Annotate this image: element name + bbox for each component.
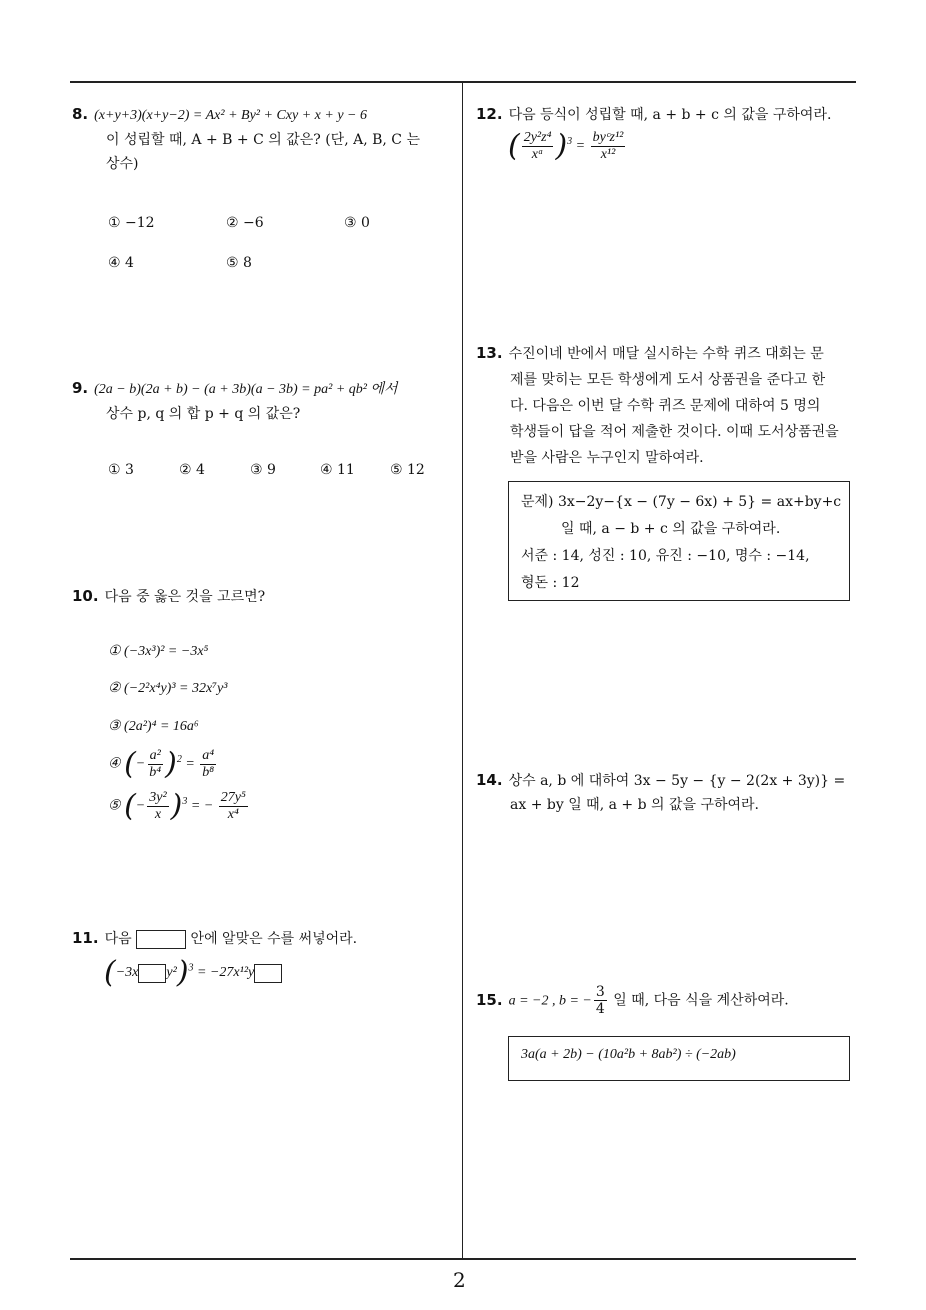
choice-4[interactable]: ④ 11 <box>320 462 355 478</box>
choice-2[interactable]: ② (−2²x⁴y)³ = 32x⁷y³ <box>108 681 228 696</box>
question-11 <box>72 926 357 951</box>
answer-blank[interactable] <box>136 930 186 949</box>
choice-5[interactable]: ⑤ (− $\frac{\text{3y²}}{x}$ )$^3$ = − $\frac{\text{27y⁵}}{\text{x⁴}}$ <box>108 788 246 824</box>
fraction: $\frac{\text{a⁴}}{\text{b⁸}}$ <box>202 748 215 780</box>
question-text: 학생들이 답을 적어 제출한 것이다. 이때 도서상품권을 <box>510 424 839 440</box>
page-number: 2 <box>453 1268 466 1292</box>
question-number: 14. <box>476 771 503 789</box>
fraction: $\frac{\text{byᶜz¹²}}{\text{x¹²}}$ <box>592 130 624 162</box>
question-text: 이 성립할 때, A + B + C 의 값은? (단, A, B, C 는 <box>106 132 420 148</box>
choice-3[interactable]: ③ 0 <box>344 215 370 231</box>
column-divider <box>462 81 463 1259</box>
box-text: 형돈 : 12 <box>521 575 580 591</box>
question-15: 15. a = −2 , b = − $\frac{3}{4}$ 일 때, 다음 식을 계산하여라. <box>476 984 789 1017</box>
question-text: 다. 다음은 이번 달 수학 퀴즈 문제에 대하여 5 명의 <box>510 398 821 414</box>
question-10 <box>72 584 265 609</box>
question-number: 15. <box>476 990 503 1009</box>
choice-3[interactable]: ③ 9 <box>250 462 276 478</box>
question-text: 다음 중 옳은 것을 고르면? <box>104 589 266 605</box>
fraction: $\frac{\text{3y²}}{x}$ <box>149 790 167 822</box>
question-14 <box>476 768 845 817</box>
equation: ( $\frac{\text{2y²z⁴}}{\text{xᵃ}}$ )$^3$ = $\frac{\text{byᶜz¹²}}{\text{x¹²}}$ <box>508 128 624 164</box>
choice-4[interactable]: ④ (− $\frac{\text{a²}}{\text{b⁴}}$ )$^2$ = $\frac{\text{a⁴}}{\text{b⁸}}$ <box>108 746 215 782</box>
box-text: 문제) 3x−2y−{x − (7y − 6x) + 5} = ax+by+c <box>521 494 842 510</box>
question-12 <box>476 102 831 127</box>
question-13 <box>476 340 860 471</box>
choice-1[interactable]: ① (−3x³)² = −3x⁵ <box>108 644 209 659</box>
expression: (−3x y²)$^3$ = −27x¹²y <box>104 958 282 988</box>
equation: (2a − b)(2a + b) − (a + 3b)(a − 3b) = pa² + qb² 에서 <box>94 382 398 397</box>
question-number: 12. <box>476 105 503 123</box>
fraction: $\frac{\text{a²}}{\text{b⁴}}$ <box>149 748 162 780</box>
question-text: 다음 등식이 성립할 때, a + b + c 의 값을 구하여라. <box>508 107 832 123</box>
bottom-rule <box>70 1258 856 1260</box>
equation: (x+y+3)(x+y−2) = Ax² + By² + Cxy + x + y − 6 <box>94 108 367 123</box>
box-text: 서준 : 14, 성진 : 10, 유진 : −10, 명수 : −14, <box>521 548 810 564</box>
choice-1[interactable]: ① −12 <box>108 215 155 231</box>
fraction: $\frac{\text{2y²z⁴}}{\text{xᵃ}}$ <box>523 130 552 162</box>
question-text: 안에 알맞은 수를 써넣어라. <box>190 931 358 947</box>
question-text: 상수 p, q 의 합 p + q 의 값은? <box>106 406 301 422</box>
choice-1[interactable]: ① 3 <box>108 462 134 478</box>
question-number: 11. <box>72 929 99 947</box>
expression-box <box>508 1036 850 1081</box>
question-text: 다음 <box>104 931 132 947</box>
choice-4[interactable]: ④ 4 <box>108 255 134 271</box>
choice-2[interactable]: ② 4 <box>179 462 205 478</box>
question-8 <box>72 102 460 176</box>
question-text: 상수) <box>106 156 139 172</box>
question-number: 13. <box>476 344 503 362</box>
box-text: 3a(a + 2b) − (10a²b + 8ab²) ÷ (−2ab) <box>521 1047 736 1062</box>
question-9 <box>72 376 460 426</box>
question-text: 상수 a, b 에 대하여 3x − 5y − {y − 2(2x + 3y)} = <box>508 773 846 789</box>
choice-5[interactable]: ⑤ 12 <box>390 462 425 478</box>
problem-box <box>508 481 850 601</box>
question-text: 수진이네 반에서 매달 실시하는 수학 퀴즈 대회는 문 <box>508 346 824 362</box>
question-number: 8. <box>72 105 89 123</box>
question-number: 9. <box>72 379 89 397</box>
choice-label: ⑤ <box>108 798 121 814</box>
fraction: $\frac{3}{4}$ <box>595 984 605 1017</box>
fraction: $\frac{\text{27y⁵}}{\text{x⁴}}$ <box>220 790 246 822</box>
choice-5[interactable]: ⑤ 8 <box>226 255 252 271</box>
question-text: 받을 사람은 누구인지 말하여라. <box>510 450 704 466</box>
top-rule <box>70 81 856 83</box>
choice-2[interactable]: ② −6 <box>226 215 264 231</box>
answer-blank[interactable] <box>138 964 166 983</box>
question-text: ax + by 일 때, a + b 의 값을 구하여라. <box>510 797 760 813</box>
question-number: 10. <box>72 587 99 605</box>
question-text: 일 때, 다음 식을 계산하여라. <box>613 992 789 1009</box>
choice-3[interactable]: ③ (2a²)⁴ = 16a⁶ <box>108 719 199 734</box>
question-text: 제를 맞히는 모든 학생에게 도서 상품권을 준다고 한 <box>510 372 826 388</box>
box-text: 일 때, a − b + c 의 값을 구하여라. <box>561 521 781 537</box>
choice-label: ④ <box>108 756 121 772</box>
answer-blank[interactable] <box>254 964 282 983</box>
